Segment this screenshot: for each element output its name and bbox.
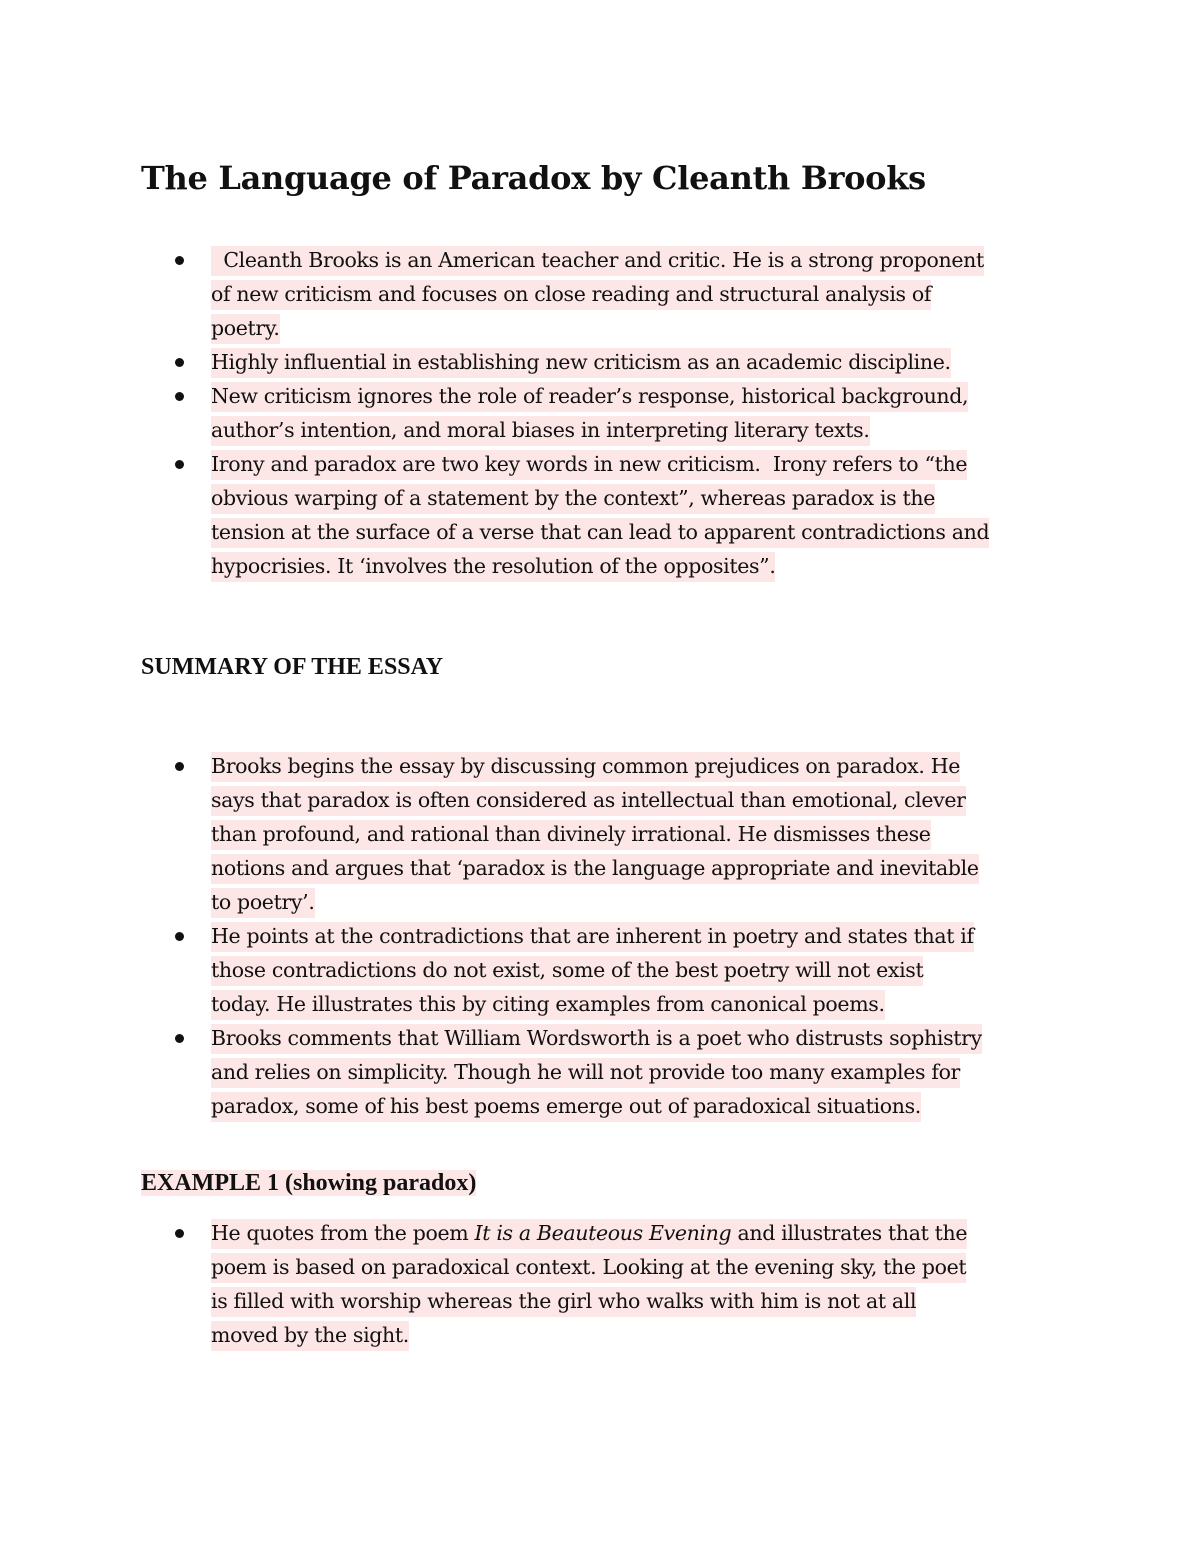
text-line: is filled with worship whereas the girl who walks with him is not at all — [211, 1287, 916, 1317]
text-line: to poetry’. — [211, 888, 315, 918]
text-line: Irony and paradox are two key words in new criticism. Irony refers to “the — [211, 450, 967, 480]
text-line: New criticism ignores the role of reader’s response, historical background, — [211, 382, 968, 412]
bullet-icon — [175, 1229, 184, 1238]
text-line: obvious warping of a statement by the context”, whereas paradox is the — [211, 484, 935, 514]
text-line — [211, 1219, 967, 1249]
list-item — [0, 919, 1071, 1021]
text-line: author’s intention, and moral biases in interpreting literary texts. — [211, 416, 870, 446]
text-line: Brooks comments that William Wordsworth is a poet who distrusts sophistry — [211, 1024, 982, 1054]
text-line: hypocrisies. It ‘involves the resolution of the opposites”. — [211, 552, 775, 582]
text-fragment: He quotes from the poem — [211, 1221, 475, 1245]
bullet-icon — [175, 256, 184, 265]
bullet-icon — [175, 358, 184, 367]
text-line: those contradictions do not exist, some of the best poetry will not exist — [211, 956, 923, 986]
intro-bullet-list — [0, 243, 1200, 583]
example-heading — [141, 1166, 476, 1200]
bullet-icon — [175, 1034, 184, 1043]
text-line: and relies on simplicity. Though he will not provide too many examples for — [211, 1058, 960, 1088]
text-line: says that paradox is often considered as intellectual than emotional, clever — [211, 786, 966, 816]
text-line: poetry. — [211, 314, 280, 344]
summary-bullet-list — [0, 749, 1200, 1123]
poem-title: It is a Beauteous Evening — [474, 1221, 732, 1245]
list-item — [0, 749, 1071, 919]
list-item — [0, 447, 1071, 583]
text-line: Cleanth Brooks is an American teacher and critic. He is a strong proponent — [211, 246, 984, 276]
document-title: The Language of Paradox by Cleanth Brooks — [141, 159, 926, 197]
text-line: Highly influential in establishing new criticism as an academic discipline. — [211, 348, 951, 378]
text-line: moved by the sight. — [211, 1321, 409, 1351]
bullet-icon — [175, 762, 184, 771]
text-line: poem is based on paradoxical context. Looking at the evening sky, the poet — [211, 1253, 966, 1283]
list-item — [0, 1021, 1071, 1123]
bullet-icon — [175, 932, 184, 941]
text-line: today. He illustrates this by citing examples from canonical poems. — [211, 990, 885, 1020]
list-item — [0, 345, 1071, 379]
list-item — [0, 379, 1071, 447]
list-item — [0, 243, 1071, 345]
bullet-icon — [175, 460, 184, 469]
bullet-icon — [175, 392, 184, 401]
example-heading-text: EXAMPLE 1 (showing paradox) — [141, 1170, 477, 1196]
example-bullet-list — [0, 1216, 1200, 1352]
text-line: He points at the contradictions that are inherent in poetry and states that if — [211, 922, 974, 952]
text-fragment: and illustrates that the — [731, 1221, 968, 1245]
summary-heading: SUMMARY OF THE ESSAY — [141, 654, 444, 680]
text-line: notions and argues that ‘paradox is the language appropriate and inevitable — [211, 854, 979, 884]
text-line: Brooks begins the essay by discussing common prejudices on paradox. He — [211, 752, 960, 782]
text-line: of new criticism and focuses on close reading and structural analysis of — [211, 280, 931, 310]
text-line: paradox, some of his best poems emerge out of paradoxical situations. — [211, 1092, 921, 1122]
text-line: tension at the surface of a verse that can lead to apparent contradictions and — [211, 518, 989, 548]
list-item — [0, 1216, 1071, 1352]
text-line: than profound, and rational than divinely irrational. He dismisses these — [211, 820, 931, 850]
